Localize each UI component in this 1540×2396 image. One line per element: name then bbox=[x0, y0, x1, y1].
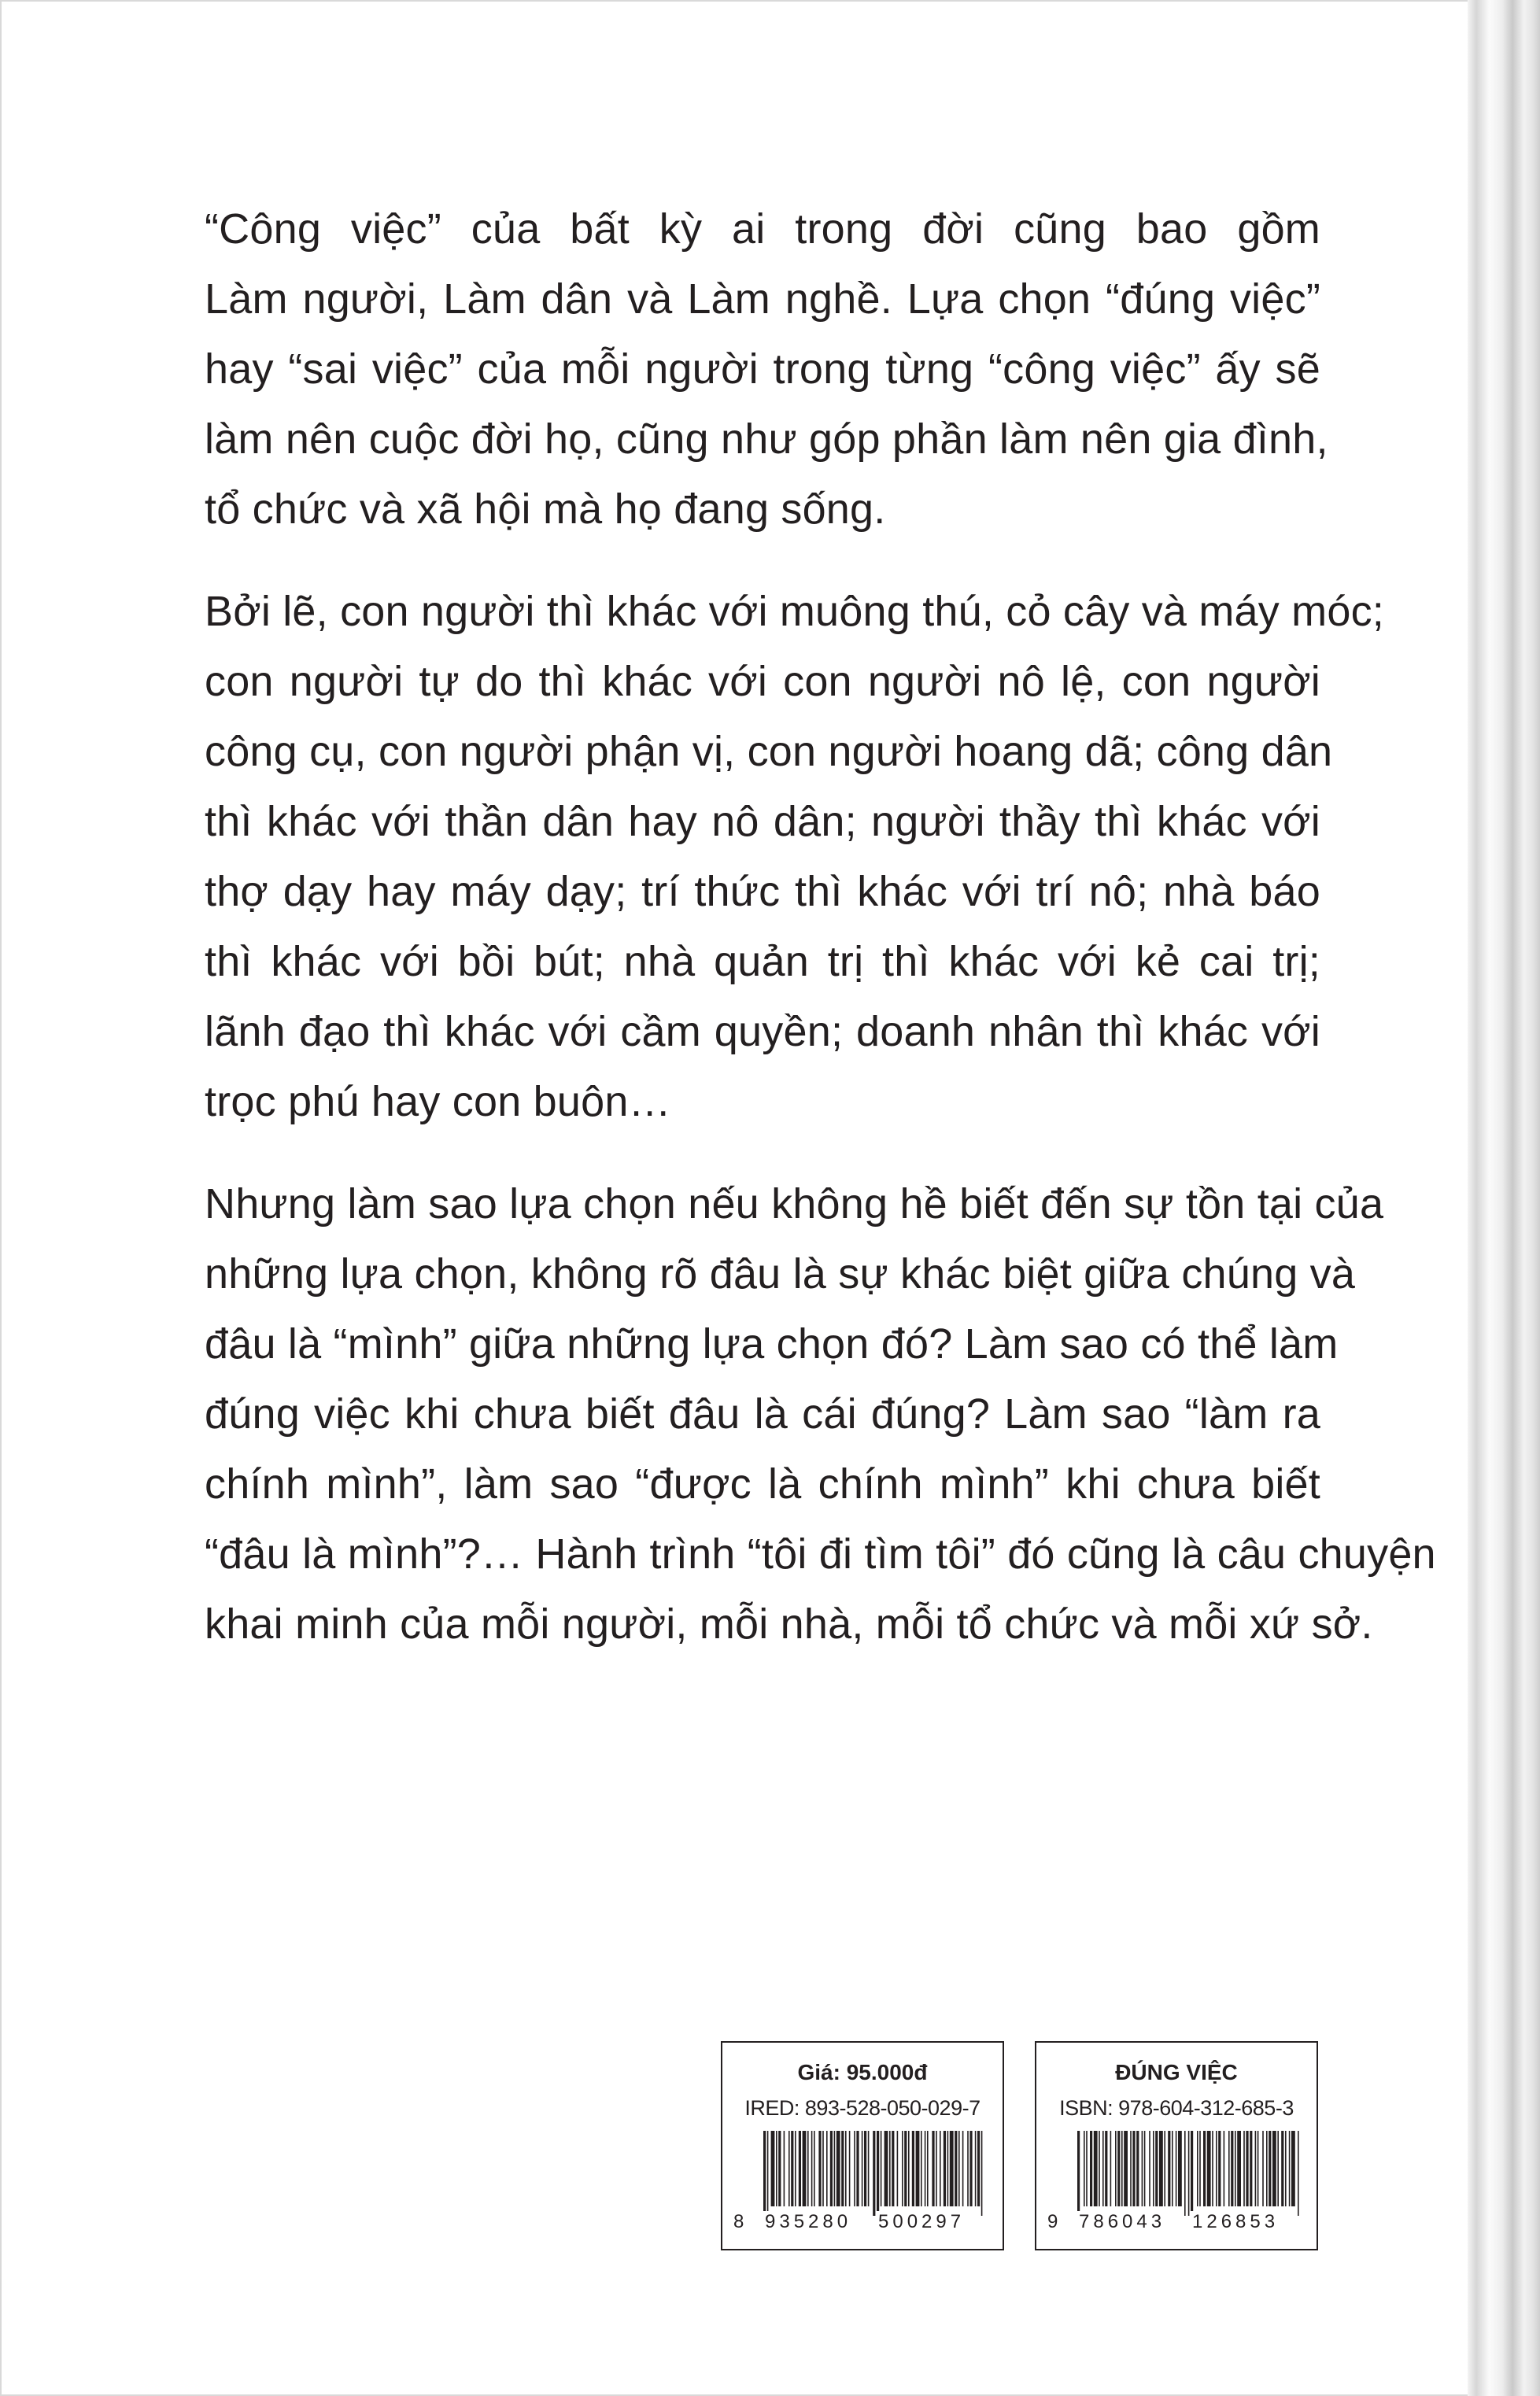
barcode-bar bbox=[1172, 2131, 1173, 2206]
barcode-digits-right: 500297 bbox=[878, 2211, 966, 2232]
barcode-bar bbox=[862, 2131, 863, 2206]
paragraph-2 bbox=[205, 577, 1385, 1137]
barcode-bar bbox=[1207, 2131, 1211, 2206]
barcode-bar bbox=[778, 2131, 781, 2206]
barcode-bar bbox=[947, 2131, 949, 2206]
barcode-digits-left: 935280 bbox=[765, 2211, 852, 2232]
barcode-bar bbox=[892, 2131, 894, 2206]
barcode-bar bbox=[1298, 2131, 1299, 2216]
barcode-bar bbox=[1262, 2131, 1264, 2206]
barcode-bar bbox=[814, 2131, 815, 2206]
isbn-barcode-box bbox=[1035, 2041, 1318, 2250]
barcode-bar bbox=[958, 2131, 960, 2206]
barcode-bar bbox=[1191, 2131, 1193, 2216]
barcode-bar bbox=[977, 2131, 980, 2206]
text-line: tổ chức và xã hội mà họ đang sống. bbox=[205, 485, 886, 533]
barcode-bar bbox=[1168, 2131, 1170, 2206]
barcode-bar bbox=[1243, 2131, 1245, 2206]
barcode-bar bbox=[849, 2131, 851, 2206]
barcode-bar bbox=[864, 2131, 866, 2206]
barcode-bar bbox=[902, 2131, 903, 2206]
text-line: làm nên cuộc đời họ, cũng như góp phần làm nên gia đình, bbox=[205, 415, 1328, 463]
barcode-bar bbox=[856, 2131, 859, 2206]
barcode-bar bbox=[784, 2131, 785, 2206]
barcode-bar bbox=[873, 2131, 875, 2216]
isbn-code: ISBN: 978-604-312-685-3 bbox=[1059, 2096, 1294, 2120]
barcode-bar bbox=[822, 2131, 824, 2206]
barcode-bar bbox=[854, 2131, 855, 2206]
barcode-bar bbox=[1255, 2131, 1257, 2206]
barcode-bar bbox=[897, 2131, 899, 2206]
barcode-bar bbox=[975, 2131, 977, 2206]
barcode-bar bbox=[1105, 2131, 1107, 2206]
barcode-digits-left: 786043 bbox=[1079, 2211, 1166, 2232]
barcode-bar bbox=[1291, 2131, 1295, 2206]
barcode-bar bbox=[807, 2131, 809, 2206]
barcode-bar bbox=[962, 2131, 964, 2206]
barcode-bar bbox=[1084, 2131, 1085, 2206]
barcode-bar bbox=[1164, 2131, 1165, 2206]
barcode-bar bbox=[921, 2131, 922, 2206]
text-line: khai minh của mỗi người, mỗi nhà, mỗi tổ chức và mỗi xứ sở. bbox=[205, 1600, 1373, 1648]
barcode-icon bbox=[1074, 2131, 1301, 2216]
text-line: công cụ, con người phận vị, con người hoang dã; công dân bbox=[205, 728, 1333, 775]
barcode-bar bbox=[912, 2131, 914, 2206]
barcode-bar bbox=[818, 2131, 821, 2206]
barcode-bar bbox=[1257, 2131, 1259, 2206]
barcode-bar bbox=[803, 2131, 807, 2206]
barcode-bar bbox=[1090, 2131, 1092, 2206]
barcode-bar bbox=[884, 2131, 888, 2206]
barcode-bar bbox=[1235, 2131, 1236, 2206]
text-line: hay “sai việc” của mỗi người trong từng “công việc” ấy sẽ bbox=[205, 345, 1320, 393]
text-line: con người tự do thì khác với con người nô lệ, con người bbox=[205, 658, 1320, 705]
blurb-text bbox=[205, 194, 1436, 1692]
barcode-bar bbox=[940, 2131, 941, 2206]
barcode-bar bbox=[1142, 2131, 1143, 2206]
barcode-bar bbox=[1155, 2131, 1158, 2206]
barcode-bar bbox=[1176, 2131, 1177, 2206]
barcode-bar bbox=[767, 2131, 769, 2216]
barcode-bar bbox=[788, 2131, 790, 2206]
barcode-bar bbox=[1132, 2131, 1135, 2206]
barcode-bar bbox=[904, 2131, 907, 2206]
barcode-bar bbox=[771, 2131, 775, 2206]
text-line: lãnh đạo thì khác với cầm quyền; doanh nhân thì khác với bbox=[205, 1008, 1320, 1055]
barcode-bar bbox=[1218, 2131, 1221, 2206]
text-line: trọc phú hay con buôn… bbox=[205, 1078, 671, 1125]
price-label: Giá: 95.000đ bbox=[797, 2060, 928, 2084]
barcode-bar bbox=[1216, 2131, 1217, 2206]
text-line: “Công việc” của bất kỳ ai trong đời cũng bao gồm bbox=[205, 205, 1320, 253]
barcode-bar bbox=[1117, 2131, 1120, 2206]
barcode-bar bbox=[1289, 2131, 1291, 2206]
barcode-bar bbox=[1203, 2131, 1206, 2206]
barcode-bar bbox=[955, 2131, 957, 2206]
barcode-bar bbox=[763, 2131, 766, 2216]
text-line: thợ dạy hay máy dạy; trí thức thì khác với trí nô; nhà báo bbox=[205, 868, 1320, 915]
barcode-bar bbox=[1099, 2131, 1100, 2206]
text-line: Nhưng làm sao lựa chọn nếu không hề biết đến sự tồn tại của bbox=[205, 1180, 1384, 1228]
barcode-bar bbox=[1188, 2131, 1190, 2216]
barcode-bar bbox=[1077, 2131, 1080, 2216]
barcode-bar bbox=[841, 2131, 844, 2206]
text-line: đúng việc khi chưa biết đâu là cái đúng? Làm sao “làm ra bbox=[205, 1390, 1320, 1438]
text-line: thì khác với thần dân hay nô dân; người thầy thì khác với bbox=[205, 798, 1320, 845]
barcode-bar bbox=[811, 2131, 813, 2206]
barcode-bar bbox=[936, 2131, 937, 2206]
barcode-bar bbox=[1124, 2131, 1128, 2206]
text-line: đâu là “mình” giữa những lựa chọn đó? Làm sao có thể làm bbox=[205, 1320, 1339, 1368]
text-line: Làm người, Làm dân và Làm nghề. Lựa chọn “đúng việc” bbox=[205, 275, 1320, 323]
barcode-bar bbox=[845, 2131, 847, 2206]
barcode-bar bbox=[1136, 2131, 1139, 2206]
barcode-bar bbox=[981, 2131, 983, 2216]
barcode-bar bbox=[1115, 2131, 1117, 2206]
barcode-bar bbox=[1277, 2131, 1279, 2206]
barcode-bar bbox=[868, 2131, 870, 2206]
barcode-bar bbox=[1237, 2131, 1241, 2206]
price-barcode-box bbox=[721, 2041, 1004, 2250]
barcode-bar bbox=[795, 2131, 796, 2206]
barcode-lead-digit: 9 bbox=[1047, 2211, 1058, 2232]
barcode-bar bbox=[799, 2131, 801, 2206]
barcode-bar bbox=[1224, 2131, 1225, 2206]
barcode-bar bbox=[791, 2131, 793, 2206]
barcode-lead-digit: 8 bbox=[733, 2211, 744, 2232]
barcode-bar bbox=[1130, 2131, 1132, 2206]
barcode-bar bbox=[776, 2131, 777, 2206]
barcode-bar bbox=[1094, 2131, 1098, 2206]
paragraph-1 bbox=[205, 194, 1328, 545]
ired-code: IRED: 893-528-050-029-7 bbox=[744, 2096, 981, 2120]
barcode-bar bbox=[1153, 2131, 1154, 2206]
barcode-bar bbox=[944, 2131, 946, 2206]
barcode-bar bbox=[908, 2131, 910, 2206]
barcode-bar bbox=[889, 2131, 891, 2206]
barcode-bar bbox=[1212, 2131, 1213, 2206]
barcode-bar bbox=[1231, 2131, 1233, 2206]
barcode-bar bbox=[927, 2131, 929, 2206]
barcode-bar bbox=[1246, 2131, 1248, 2206]
text-line: thì khác với bồi bút; nhà quản trị thì khác với kẻ cai trị; bbox=[205, 938, 1320, 985]
barcode-bar bbox=[1144, 2131, 1146, 2206]
text-line: chính mình”, làm sao “được là chính mình” khi chưa biết bbox=[205, 1460, 1320, 1508]
barcode-icon bbox=[760, 2131, 987, 2216]
book-spine-edge bbox=[1468, 0, 1540, 2396]
barcode-bar bbox=[881, 2131, 882, 2206]
barcode-bar bbox=[1272, 2131, 1276, 2206]
barcode-bar bbox=[1102, 2131, 1104, 2206]
barcode-bar bbox=[1159, 2131, 1163, 2206]
book-title-label: ĐÚNG VIỆC bbox=[1115, 2060, 1238, 2084]
barcode-bar bbox=[967, 2131, 969, 2206]
barcode-bar bbox=[1121, 2131, 1123, 2206]
barcode-bar bbox=[1250, 2131, 1252, 2206]
barcode-bar bbox=[1269, 2131, 1271, 2206]
text-line: “đâu là mình”?… Hành trình “tôi đi tìm tôi” đó cũng là câu chuyện bbox=[205, 1530, 1436, 1578]
barcode-bar bbox=[1266, 2131, 1268, 2206]
barcode-bar bbox=[1285, 2131, 1287, 2206]
text-line: những lựa chọn, không rõ đâu là sự khác biệt giữa chúng và bbox=[205, 1250, 1356, 1298]
text-line: Bởi lẽ, con người thì khác với muông thú, cỏ cây và máy móc; bbox=[205, 588, 1385, 635]
barcode-bar bbox=[932, 2131, 934, 2206]
barcode-bar bbox=[1184, 2131, 1186, 2216]
barcode-bar bbox=[1149, 2131, 1150, 2206]
barcode-bar bbox=[830, 2131, 833, 2206]
barcode-bar bbox=[950, 2131, 954, 2206]
barcode-bar bbox=[836, 2131, 840, 2206]
barcode-bar bbox=[877, 2131, 879, 2216]
barcode-bar bbox=[1228, 2131, 1230, 2206]
paragraph-3 bbox=[205, 1169, 1436, 1659]
barcode-bar bbox=[826, 2131, 828, 2206]
barcode-bar bbox=[1178, 2131, 1182, 2206]
barcode-bar bbox=[916, 2131, 920, 2206]
barcode-bar bbox=[969, 2131, 972, 2206]
barcode-bar bbox=[1110, 2131, 1112, 2206]
barcode-bar bbox=[1281, 2131, 1283, 2206]
barcode-digits-right: 126853 bbox=[1192, 2211, 1280, 2232]
barcode-bar bbox=[1197, 2131, 1198, 2206]
barcode-bar bbox=[1199, 2131, 1201, 2206]
barcode-bar bbox=[1086, 2131, 1088, 2206]
barcode-bar bbox=[925, 2131, 926, 2206]
barcode-bar bbox=[834, 2131, 836, 2206]
